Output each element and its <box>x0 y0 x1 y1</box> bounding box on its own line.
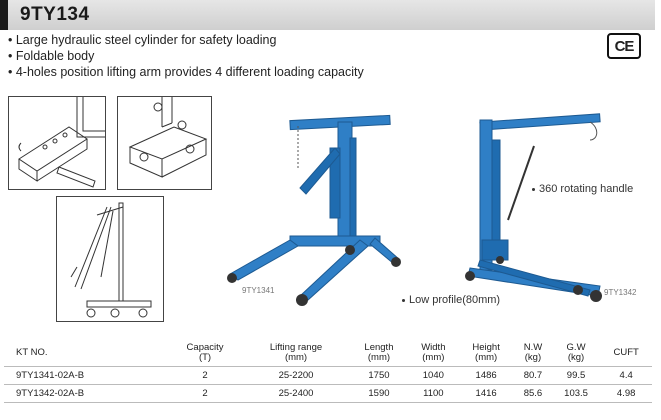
col-lifting-range: Lifting range (mm) <box>269 342 323 363</box>
callout-profile-text: Low profile(80mm) <box>409 294 501 306</box>
crane-9ty1342-image <box>440 100 610 310</box>
cell-lifting-range: 25-2400 <box>243 385 350 403</box>
arm-detail-image <box>8 96 106 190</box>
col-capacity: Capacity (T) <box>186 342 224 363</box>
cell-width: 1040 <box>409 367 459 385</box>
cell-height: 1416 <box>458 385 514 403</box>
col-kt-no: KT NO. <box>16 347 48 358</box>
folded-crane-image <box>56 196 164 322</box>
ce-mark-text: CE <box>614 37 634 55</box>
cell-nw: 85.6 <box>514 385 552 403</box>
callout-dot-icon <box>532 188 535 191</box>
col-gw: G.W (kg) <box>566 342 586 363</box>
feature-item: • Foldable body <box>8 49 95 63</box>
title-accent <box>0 0 8 30</box>
col-cuft: CUFT <box>613 347 639 358</box>
col-nw: N.W (kg) <box>523 342 543 363</box>
callout-rotating-text: 360 rotating handle <box>539 183 634 195</box>
col-height: Height (mm) <box>472 342 500 363</box>
ce-mark-icon <box>607 33 641 59</box>
cell-gw: 103.5 <box>552 385 600 403</box>
feature-item: • 4-holes position lifting arm provides 4 different loading capacity <box>8 65 364 79</box>
model-label-9ty1341: 9TY1341 <box>242 286 275 295</box>
cell-capacity: 2 <box>167 367 242 385</box>
cell-gw: 99.5 <box>552 367 600 385</box>
cell-nw: 80.7 <box>514 367 552 385</box>
product-title: 9TY134 <box>20 4 90 25</box>
callout-dot-icon <box>402 299 405 302</box>
callout-rotating-handle <box>532 183 633 195</box>
cell-kt-no: 9TY1341-02A-B <box>4 367 167 385</box>
cell-length: 1750 <box>349 367 408 385</box>
cell-kt-no: 9TY1342-02A-B <box>4 385 167 403</box>
col-length: Length (mm) <box>364 342 394 363</box>
crane-9ty1341-image <box>210 108 415 308</box>
cell-cuft: 4.98 <box>600 385 652 403</box>
feature-list <box>8 32 364 80</box>
cell-height: 1486 <box>458 367 514 385</box>
cell-width: 1100 <box>409 385 459 403</box>
table-row <box>4 367 652 385</box>
cell-cuft: 4.4 <box>600 367 652 385</box>
feature-item: • Large hydraulic steel cylinder for safety loading <box>8 33 277 47</box>
callout-low-profile <box>402 294 500 306</box>
cell-lifting-range: 25-2200 <box>243 367 350 385</box>
table-header-row <box>4 340 652 367</box>
cell-capacity: 2 <box>167 385 242 403</box>
title-bar <box>0 0 655 30</box>
bracket-detail-image <box>117 96 212 190</box>
model-label-9ty1342: 9TY1342 <box>604 288 637 297</box>
col-width: Width (mm) <box>421 342 446 363</box>
cell-length: 1590 <box>349 385 408 403</box>
spec-table <box>4 340 652 403</box>
table-row <box>4 385 652 403</box>
